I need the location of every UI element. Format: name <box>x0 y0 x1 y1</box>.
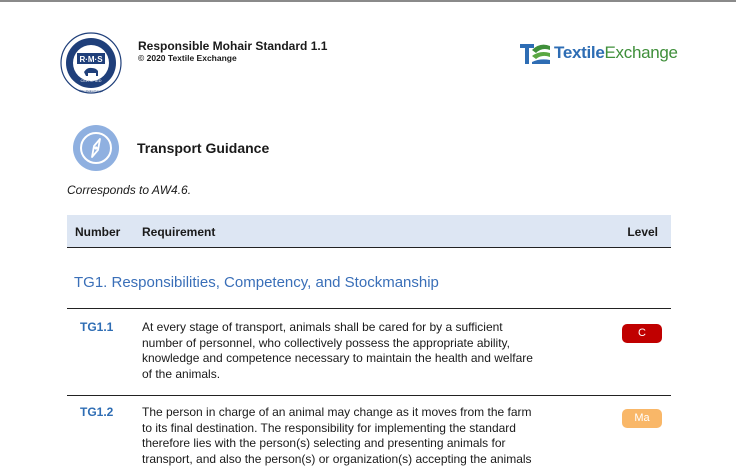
column-header-requirement: Requirement <box>142 225 216 239</box>
rms-certified-logo <box>60 32 122 94</box>
requirement-line: therefore lies with the person(s) selecting and presenting animals for <box>142 436 506 451</box>
rms-footer-text: ©TextileExchange <box>78 89 104 93</box>
table-header <box>67 215 671 248</box>
wordmark-textile: Textile <box>554 43 605 62</box>
document-title: Responsible Mohair Standard 1.1 <box>138 39 328 53</box>
copyright-text: © 2020 Textile Exchange <box>138 53 237 63</box>
requirement-line: The person in charge of an animal may change as it moves from the farm <box>142 405 532 419</box>
requirement-line: knowledge and competence necessary to maintain the health and welfare <box>142 351 533 366</box>
row-divider <box>67 395 671 396</box>
rms-center-text: R·M·S <box>79 55 103 64</box>
corresponds-note: Corresponds to AW4.6. <box>67 183 192 197</box>
column-header-number: Number <box>75 225 121 239</box>
requirement-line: of the animals. <box>142 366 221 381</box>
textile-exchange-wordmark <box>554 43 678 63</box>
requirement-line: number of personnel, who collectively possess the appropriate ability, <box>142 335 510 350</box>
requirement-line: to its final destination. The responsibility for implementing the standard <box>142 420 516 435</box>
rms-bottom-text: CERTIFIED <box>80 78 102 83</box>
level-badge-major: Ma <box>622 409 662 428</box>
requirement-text <box>142 405 612 467</box>
wordmark-exchange: Exchange <box>604 43 678 62</box>
textile-exchange-mark-icon <box>518 40 552 66</box>
subsection-heading: TG1. Responsibilities, Competency, and Stockmanship <box>74 274 439 291</box>
section-title: Transport Guidance <box>137 140 270 156</box>
textile-exchange-logo <box>518 40 678 66</box>
requirement-text <box>142 320 612 382</box>
row-divider <box>67 308 671 309</box>
requirement-number: TG1.1 <box>80 320 114 334</box>
requirement-line: transport, and also the person(s) or organization(s) accepting the animals <box>142 451 532 466</box>
requirement-line: At every stage of transport, animals shall be cared for by a sufficient <box>142 320 503 334</box>
compass-icon <box>72 124 120 172</box>
requirement-number: TG1.2 <box>80 405 114 419</box>
level-badge-critical: C <box>622 324 662 343</box>
column-header-level: Level <box>627 225 658 239</box>
